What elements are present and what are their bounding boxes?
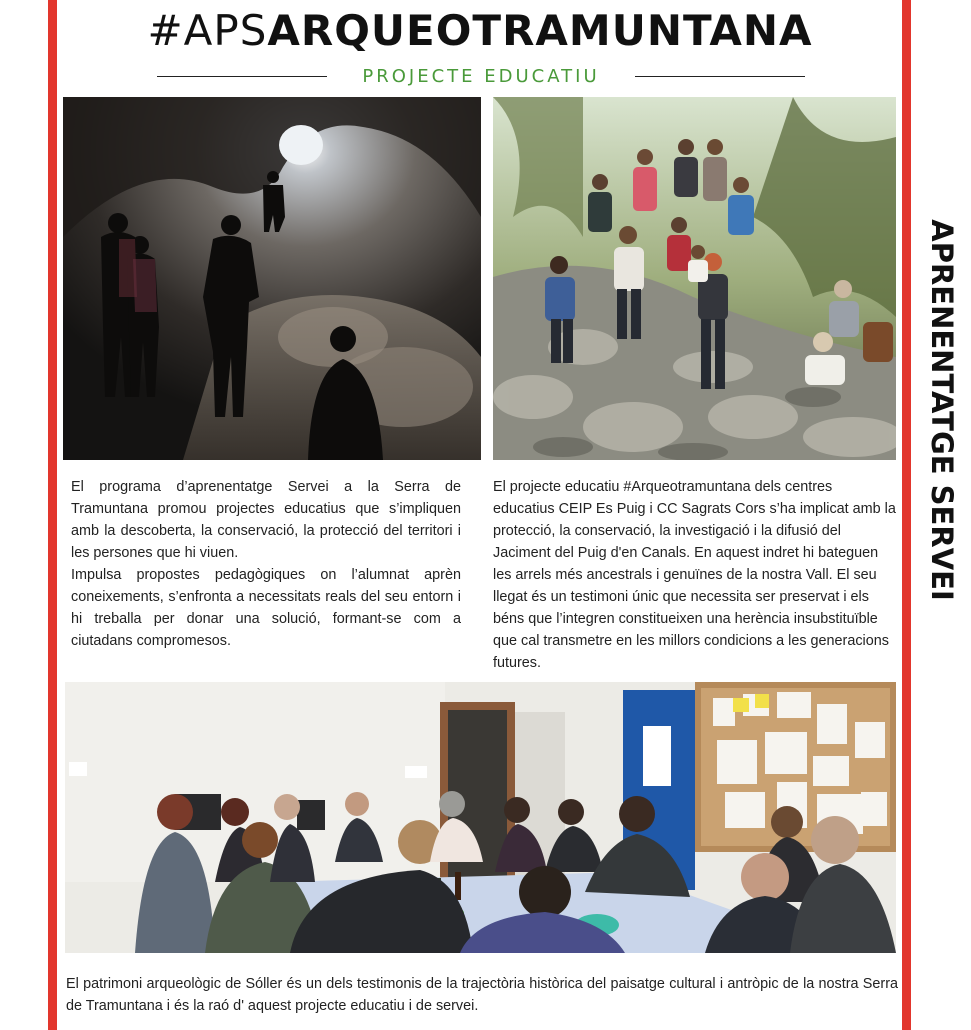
intro-paragraph-1: El programa d’aprenentatge Servei a la Serra de Tramuntana promou projectes educatius que s’impliquen amb la descoberta, la conservació, la protecció del territori i les persones que hi viuen. (71, 479, 461, 561)
right-red-border (902, 0, 911, 1030)
subtitle-rule-left (157, 76, 327, 77)
meeting-illustration (65, 682, 896, 953)
side-vertical-label: APRENENTATGE SERVEI (925, 219, 959, 601)
photo-cave-silhouettes (63, 97, 481, 460)
photo-meeting-around-table (65, 682, 896, 953)
photo-group-on-rocks (493, 97, 896, 460)
cave-illustration (63, 97, 481, 460)
closing-text (66, 973, 898, 1017)
title-main: ARQUEOTRAMUNTANA (267, 6, 813, 55)
left-red-border (48, 0, 57, 1030)
title-hashtag-prefix: #APS (147, 6, 268, 55)
page-title (60, 4, 900, 58)
project-text-right (493, 476, 896, 674)
intro-paragraph-2: Impulsa propostes pedagògiques on l’alumnat aprèn coneixements, s’enfronta a necessitats reals del seu entorn i hi treballa per donar una solució, formant-se com a ciutadans compromesos. (71, 567, 461, 649)
project-paragraph: El projecte educatiu #Arqueotramuntana dels centres educatius CEIP Es Puig i CC Sagrats Cors s’ha implicat amb la protecció, la conservació, la investigació i la difusió del Jaciment del Puig d'en Canals. En aquest indret hi bateguen les arrels més ancestrals i genuïnes de la nostra Vall. El seu llegat és un testimoni únic que necessita ser preservat i els béns que l’integren constitueixen una herència insubstituïble que cal transmetre en les millors condicions a les generacions futures. (493, 479, 896, 671)
closing-paragraph: El patrimoni arqueològic de Sóller és un dels testimonis de la trajectòria històrica del paisatge cultural i antròpic de la nostra Serra de Tramuntana i és la raó d' aquest projecte educatiu i de servei. (66, 976, 898, 1014)
group-illustration (493, 97, 896, 460)
intro-text-left (71, 476, 461, 652)
subtitle-rule-right (635, 76, 805, 77)
page-subtitle: PROJECTE EDUCATIU (362, 66, 600, 87)
